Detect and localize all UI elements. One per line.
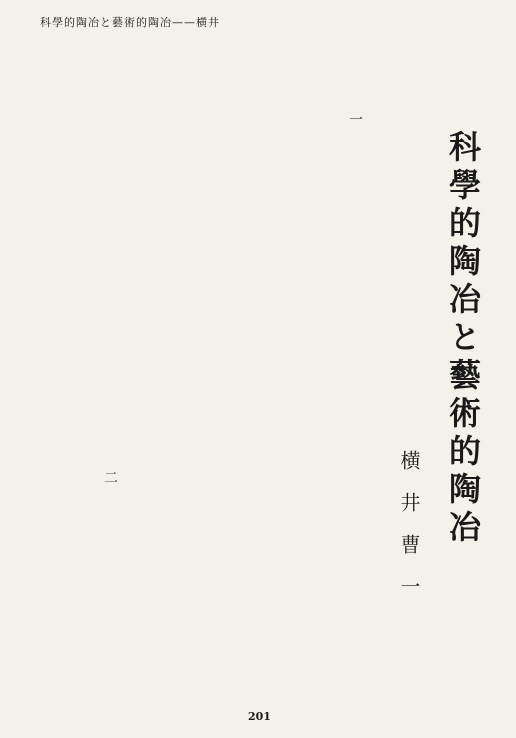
running-head: 科學的陶冶と藝術的陶冶——横井 [40,16,220,29]
article-title: 科學的陶冶と藝術的陶冶 [444,130,482,548]
author-name: 横井曹一 [397,450,421,618]
section-marker-2: 二 [102,470,118,484]
section-marker-1: 一 [347,112,363,126]
page-number: 201 [248,710,271,723]
